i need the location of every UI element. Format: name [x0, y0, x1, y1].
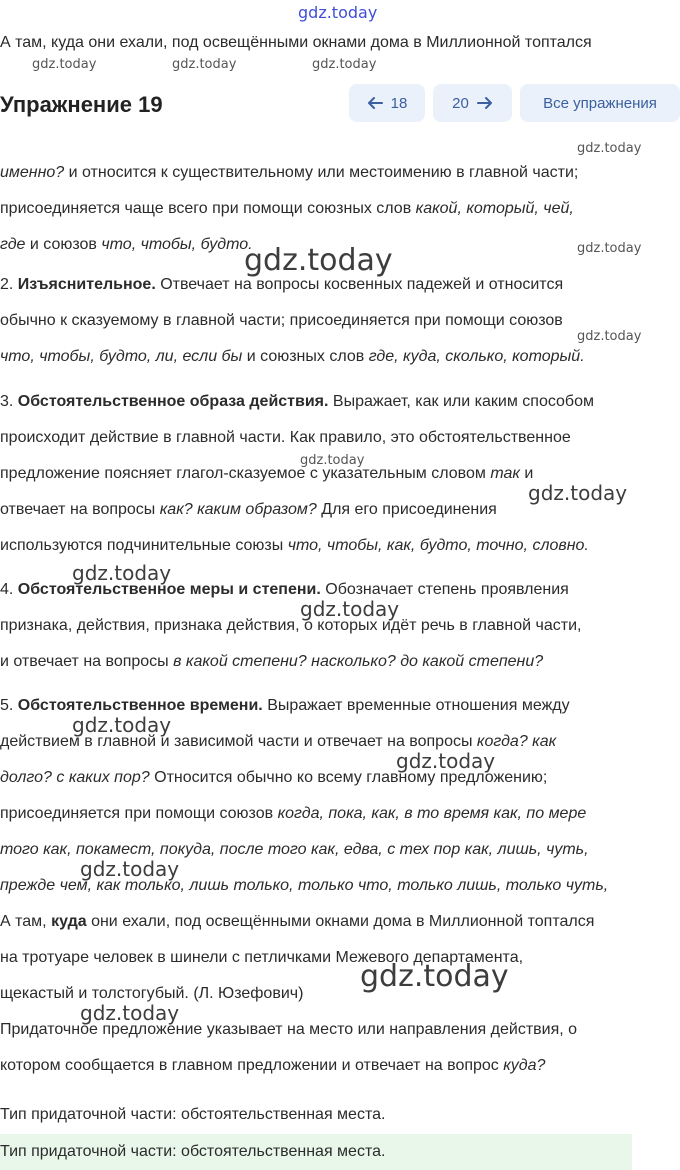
text-italic: в какой степени? насколько? до какой степени? — [173, 653, 544, 670]
text: Придаточное предложение указывает на место или направления действия, о — [0, 1021, 578, 1038]
text: и отвечает на вопросы — [0, 653, 174, 670]
item-number: 2. — [0, 276, 18, 293]
arrow-left-icon — [367, 96, 383, 110]
watermark: gdz.today — [80, 1001, 180, 1025]
text: присоединяется при помощи союзов — [0, 805, 278, 822]
watermark: gdz.today — [72, 713, 172, 737]
answer-text: Тип придаточной части: обстоятельственная места. — [0, 1143, 386, 1160]
all-exercises-label: Все упражнения — [543, 94, 657, 112]
text: действием в главной и зависимой части и отвечает на вопросы — [0, 733, 477, 750]
text-italic: когда? как — [476, 733, 557, 750]
watermark: gdz.today — [300, 453, 365, 468]
text-italic: того как, покамест, покуда, после того как, едва, с тех пор как, лишь, чуть, — [0, 841, 589, 858]
text-italic: где — [0, 236, 26, 253]
watermark: gdz.today — [312, 57, 377, 72]
text-italic: так — [490, 465, 520, 482]
item-number: 5. — [0, 697, 18, 714]
paragraph-time — [0, 688, 680, 904]
watermark: gdz.today — [172, 57, 237, 72]
watermark: gdz.today — [32, 57, 97, 72]
text: предложение поясняет глагол-сказуемое с указательным словом — [0, 465, 491, 482]
example-sentence — [0, 904, 680, 1012]
prev-exercise-label: 18 — [390, 94, 408, 112]
text-bold: куда — [51, 913, 87, 930]
text: Отвечает на вопросы косвенных падежей и относится — [155, 276, 564, 293]
arrow-right-icon — [477, 96, 493, 110]
item-heading: Обстоятельственное меры и степени. — [17, 581, 321, 598]
paragraph-attributive — [0, 155, 680, 263]
text-italic: именно? — [0, 164, 65, 181]
explanation — [0, 1012, 680, 1084]
text: Для его присоединения — [316, 501, 497, 518]
answer-box — [0, 1134, 632, 1170]
prev-exercise-button[interactable] — [349, 84, 425, 122]
theory-text — [0, 155, 680, 1084]
text: Выражает временные отношения между — [262, 697, 570, 714]
next-exercise-button[interactable] — [433, 84, 512, 122]
next-exercise-label: 20 — [452, 94, 469, 112]
text: признака, действия, признака действия, о которых идёт речь в главной части, — [0, 617, 582, 634]
text: Обозначает степень проявления — [320, 581, 569, 598]
text: и союзных слов — [242, 348, 369, 365]
text: на тротуаре человек в шинели с петличками Межевого департамента, — [0, 949, 524, 966]
text: щекастый и толстогубый. (Л. Юзефович) — [0, 985, 304, 1002]
text-italic: когда, пока, как, в то время как, по мере — [277, 805, 587, 822]
item-heading: Изъяснительное. — [17, 276, 156, 293]
item-heading: Обстоятельственное образа действия. — [17, 393, 329, 410]
item-number: 3. — [0, 393, 18, 410]
text-italic: что, чтобы, будто. — [101, 236, 253, 253]
text: обычно к сказуемому в главной части; присоединяется при помощи союзов — [0, 312, 563, 329]
watermark: gdz.today — [80, 857, 180, 881]
type-line: Тип придаточной части: обстоятельственная места. — [0, 1106, 386, 1123]
watermark: gdz.today — [360, 959, 509, 994]
page-title: Упражнение 19 — [0, 92, 163, 117]
watermark: gdz.today — [72, 561, 172, 585]
paragraph-measure — [0, 572, 680, 680]
paragraph-explanatory — [0, 267, 680, 375]
text-italic: что, чтобы, будто, ли, если бы — [0, 348, 243, 365]
watermark: gdz.today — [577, 141, 642, 156]
watermark: gdz.today — [300, 597, 400, 621]
text-italic: как? каким образом? — [159, 501, 317, 518]
text: и союзов — [25, 236, 102, 253]
text: и — [519, 465, 534, 482]
text-italic: долго? с каких пор? — [0, 769, 150, 786]
text: Относится обычно ко всему главному предложению; — [149, 769, 548, 786]
paragraph-manner — [0, 384, 680, 564]
text: используются подчинительные союзы — [0, 537, 288, 554]
watermark: gdz.today — [298, 3, 378, 22]
watermark: gdz.today — [396, 749, 496, 773]
text-italic: где, куда, сколько, который. — [368, 348, 585, 365]
text: Выражает, как или каким способом — [328, 393, 594, 410]
text: происходит действие в главной части. Как правило, это обстоятельственное — [0, 429, 571, 446]
watermark: gdz.today — [577, 329, 642, 344]
text: отвечает на вопросы — [0, 501, 160, 518]
text: присоединяется чаще всего при помощи союзных слов — [0, 200, 416, 217]
text-italic: прежде чем, как только, лишь только, только что, только лишь, только чуть, — [0, 877, 609, 894]
all-exercises-button[interactable] — [520, 84, 680, 122]
item-number: 4. — [0, 581, 18, 598]
previous-text-line: А там, куда они ехали, под освещёнными окнами дома в Миллионной топтался — [0, 34, 592, 51]
text: А там, — [0, 913, 52, 930]
exercise-header — [0, 84, 680, 126]
watermark: gdz.today — [244, 243, 393, 278]
watermark: gdz.today — [577, 241, 642, 256]
text: котором сообщается в главном предложении и отвечает на вопрос — [0, 1057, 504, 1074]
text: и относится к существительному или местоимению в главной части; — [64, 164, 579, 181]
text: они ехали, под освещёнными окнами дома в Миллионной топтался — [86, 913, 595, 930]
text-italic: что, чтобы, как, будто, точно, словно. — [287, 537, 589, 554]
text-italic: куда? — [503, 1057, 546, 1074]
item-heading: Обстоятельственное времени. — [17, 697, 263, 714]
watermark: gdz.today — [528, 481, 628, 505]
text-italic: какой, который, чей, — [415, 200, 574, 217]
